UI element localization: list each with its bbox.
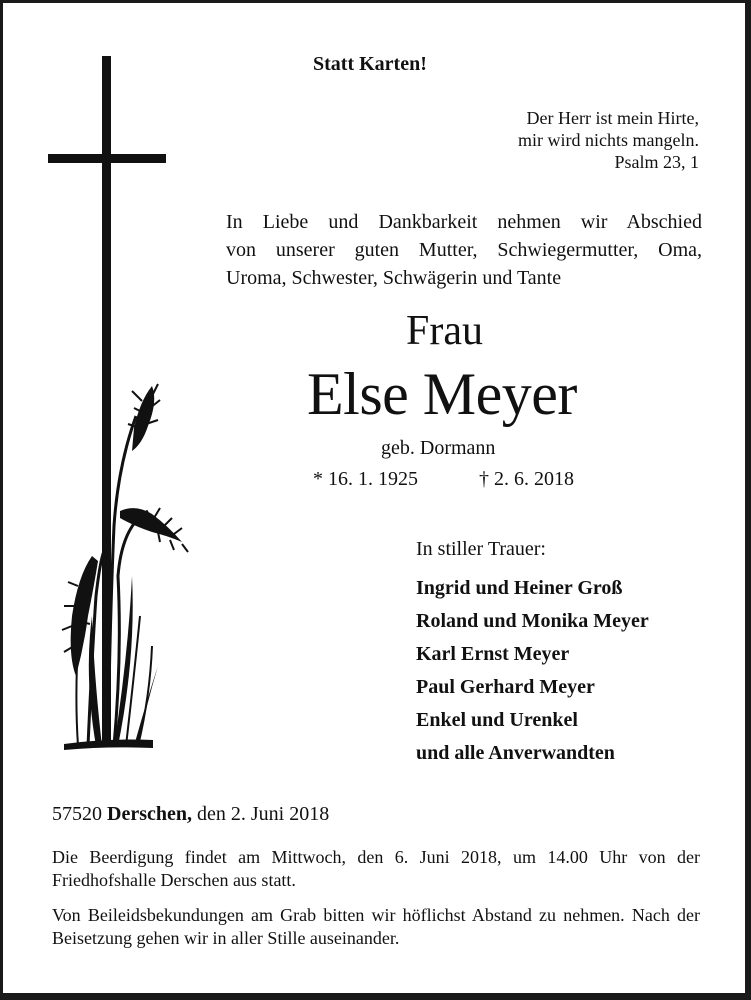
maiden-name: geb. Dormann	[381, 437, 496, 459]
intro-line: Uroma, Schwester, Schwägerin und Tante	[226, 267, 562, 289]
place-date	[52, 803, 329, 826]
notice-date: den 2. Juni 2018	[196, 803, 330, 825]
condolence-note: Von Beileidsbekundungen am Grab bitten wir höflichst Abstand zu nehmen. Nach der Beisetzung gehen wir in aller Stille auseinander.	[52, 905, 700, 948]
intro-text	[226, 208, 702, 292]
mourner-name: Ingrid und Heiner Groß	[416, 577, 623, 599]
psalm-quote	[439, 107, 699, 173]
psalm-line: mir wird nichts mangeln.	[518, 130, 699, 150]
intro-line: von unserer guten Mutter, Schwiegermutter, Oma,	[226, 239, 702, 261]
mourner-name: Karl Ernst Meyer	[416, 643, 570, 665]
mourner-name: und alle Anverwandten	[416, 742, 615, 764]
death-date: † 2. 6. 2018	[479, 468, 574, 490]
deceased-name: Else Meyer	[307, 361, 577, 427]
psalm-line: Der Herr ist mein Hirte,	[526, 108, 699, 128]
cross-with-wheat-icon	[48, 56, 208, 756]
header-statt-karten: Statt Karten!	[313, 53, 427, 75]
mourner-name: Enkel und Urenkel	[416, 709, 578, 731]
postcode: 57520	[52, 803, 102, 825]
intro-line: In Liebe und Dankbarkeit nehmen wir Abschied	[226, 211, 702, 233]
mourner-name: Roland und Monika Meyer	[416, 610, 649, 632]
mourners-heading: In stiller Trauer:	[416, 538, 546, 560]
mourners-list	[416, 572, 649, 770]
mourner-name: Paul Gerhard Meyer	[416, 676, 595, 698]
funeral-info: Die Beerdigung findet am Mittwoch, den 6. Juni 2018, um 14.00 Uhr von der Friedhofshalle Derschen aus statt.	[52, 847, 700, 890]
salutation: Frau	[406, 308, 483, 354]
psalm-reference: Psalm 23, 1	[614, 152, 699, 172]
birth-date: * 16. 1. 1925	[313, 468, 418, 490]
town: Derschen,	[107, 803, 192, 825]
